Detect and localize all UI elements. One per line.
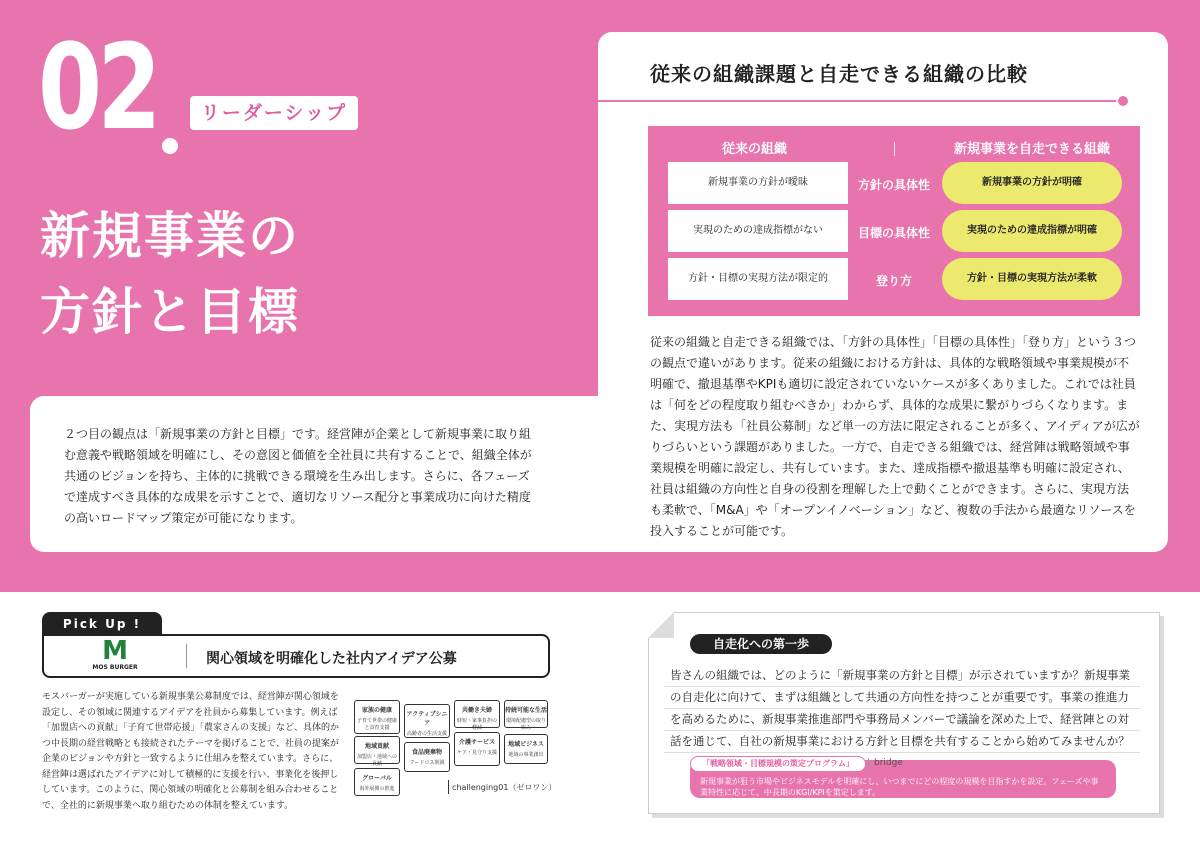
theme-card-title: 共働き夫婦 xyxy=(461,707,492,714)
theme-card xyxy=(504,700,548,731)
theme-card xyxy=(454,700,500,731)
ruled-line xyxy=(664,752,1140,753)
program-pill-text: 新規事業が狙う市場やビジネスモデルを明確にし、いつまでにどの程度の規模を目指すかを設定。フェーズや事業特性に応じて、中長期のKGI/KPIを策定します。 xyxy=(700,777,1099,797)
hero-title-line2: 方針と目標 xyxy=(40,283,300,341)
card-folded-corner xyxy=(648,612,674,638)
pickup-title: 関心領域を明確化した社内アイデア公募 xyxy=(206,651,457,667)
bridge-label: bridge xyxy=(874,758,903,768)
bridge-separator xyxy=(868,758,869,770)
theme-card-title: 食品廃棄物 xyxy=(411,749,442,756)
title-underline-dot xyxy=(1118,96,1128,106)
theme-card-sub: ケア・見守り支援 xyxy=(456,750,497,756)
theme-card-sub: 地域の事業創出 xyxy=(508,752,544,758)
left-cell: 方針・目標の実現方法が限定的 xyxy=(668,258,848,300)
right-cell: 実現のための達成指標が明確 xyxy=(942,210,1122,252)
logo-text: MOS BURGER xyxy=(92,664,138,671)
theme-card-sub: 時短・家事負担の軽減 xyxy=(456,718,497,731)
title-underline xyxy=(598,100,1116,102)
pickup-body: モスバーガーが実施している新規事業公募制度では、経営陣が関心領域を設定し、その領域に関連するアイデアを社員から募集しています。例えば「加盟店への貢献」「子育て世帯応援」「農家さんの支援」など、具体的かつ中長期の経営戦略とも接続されたテーマを掲げることで、社員の提案が企業のビジョンや方針と一致するように仕組みを整えています。さらに、経営陣は選ばれたアイデアに対して積極的に支援を行い、事業化を後押ししています。このように、関心領域の明確化と公募制を組み合わせることで、全社的に新規事業へ取り組むための体制を整えています。 xyxy=(42,692,340,811)
section-tag: リーダーシップ xyxy=(190,96,358,130)
theme-card-sub: 子育て世帯の健康と食育支援 xyxy=(356,718,397,731)
theme-card-sub: 環境配慮型の取り組み xyxy=(505,718,546,731)
ruled-line xyxy=(664,708,1140,709)
program-pill-title: 「戦略領域・目標規模の策定プログラム」 xyxy=(690,756,866,772)
pickup-caption: challenging01（ゼロワン） xyxy=(452,783,557,792)
first-step-tag: 自走化への第一歩 xyxy=(690,634,832,654)
theme-card-sub: 高齢者の生活支援 xyxy=(406,731,447,737)
theme-card-sub: 海外展開の推進 xyxy=(359,786,395,792)
header-divider xyxy=(894,142,895,156)
comparison-body: 従来の組織と自走できる組織では、「方針の具体性」「目標の具体性」「登り方」という３つの観点で違いがあります。従来の組織における方針は、具体的な戦略領域や事業規模が不明確で、撤退基準やKPIも適切に設定されていないケースが多くありました。これでは社員は「何をどの程度取り組むべきか」わからず、具体的な成果に繋がりづらくなります。また、実現方法も「社員公募制」など単一の方法に限定されることが多く、アイディアが広がりづらいという課題がありました。一方で、自走できる組織では、経営陣は戦略領域や事業規模を明確に設定し、共有しています。また、達成指標や撤退基準も明確に設定され、社員は組織の方向性と自身の役割を理解した上で動くことができます。さらに、実現方法も柔軟で、「M&A」や「オープンイノベーション」など、複数の手法から最適なリソースを投入することが可能です。 xyxy=(650,335,1140,538)
logo-mark: M xyxy=(102,636,128,666)
theme-card-sub: フードロス削減 xyxy=(409,760,445,766)
theme-card-sub: 加盟店・地域への貢献 xyxy=(356,754,397,767)
left-cell: 新規事業の方針が曖昧 xyxy=(668,162,848,204)
section-number: 02 xyxy=(38,18,157,156)
theme-card xyxy=(404,704,450,738)
theme-card xyxy=(354,736,400,767)
theme-card-title: 介護サービス xyxy=(458,739,495,746)
right-column-header: 新規事業を自走できる組織 xyxy=(954,142,1111,157)
theme-card-title: アクティブシニア xyxy=(406,711,448,727)
ruled-line xyxy=(664,730,1140,731)
theme-card xyxy=(354,700,400,734)
theme-card-title: 地域貢献 xyxy=(364,743,389,750)
mos-burger-logo xyxy=(92,636,138,674)
pickup-tab: Pick Up ! xyxy=(42,612,162,636)
hero-title xyxy=(40,198,300,350)
theme-card xyxy=(354,768,400,796)
criterion-label: 登り方 xyxy=(875,274,912,288)
pickup-separator xyxy=(186,644,187,668)
theme-card-title: グローバル xyxy=(362,775,392,782)
intro-text: ２つ目の観点は「新規事業の方針と目標」です。経営陣が企業として新規事業に取り組む意義や戦略領域を明確にし、その意図と価値を全社員に共有することで、組織全体が共通のビジョンを持ち、主体的に挑戦できる環境を生み出します。さらに、各フェーズで達成すべき具体的な成果を示すことで、適切なリソース配分と事業成功に向けた精度の高いロードマップ策定が可能になります。 xyxy=(64,427,532,525)
criterion-label: 方針の具体性 xyxy=(857,178,930,192)
theme-card-title: 持続可能な生活 xyxy=(505,707,548,714)
first-step-body: 皆さんの組織では、どのように「新規事業の方針と目標」が示されていますか？新規事業の自走化に向けて、まずは組織として共通の方向性を持つことが重要です。事業の推進力を高めるために、新規事業推進部門や事務局メンバーで議論を深めた上で、経営陣との対話を通じて、自社の新規事業における方針と目標を共有することから始めてみませんか？ xyxy=(670,668,1130,748)
theme-card xyxy=(504,734,548,764)
left-cell: 実現のための達成指標がない xyxy=(668,210,848,252)
theme-card xyxy=(404,742,450,772)
criterion-label: 目標の具体性 xyxy=(857,226,930,240)
ruled-line xyxy=(664,686,1140,687)
theme-card xyxy=(454,732,500,766)
hero-title-line1: 新規事業の xyxy=(40,207,300,265)
comparison-title: 従来の組織課題と自走できる組織の比較 xyxy=(650,62,1028,86)
right-cell: 新規事業の方針が明確 xyxy=(942,162,1122,204)
theme-card-title: 地域ビジネス xyxy=(508,741,544,748)
left-column-header: 従来の組織 xyxy=(722,142,788,157)
caption-bar xyxy=(448,780,449,794)
section-number-dot xyxy=(162,138,178,154)
theme-card-title: 家族の健康 xyxy=(361,707,392,714)
right-cell: 方針・目標の実現方法が柔軟 xyxy=(942,258,1122,300)
